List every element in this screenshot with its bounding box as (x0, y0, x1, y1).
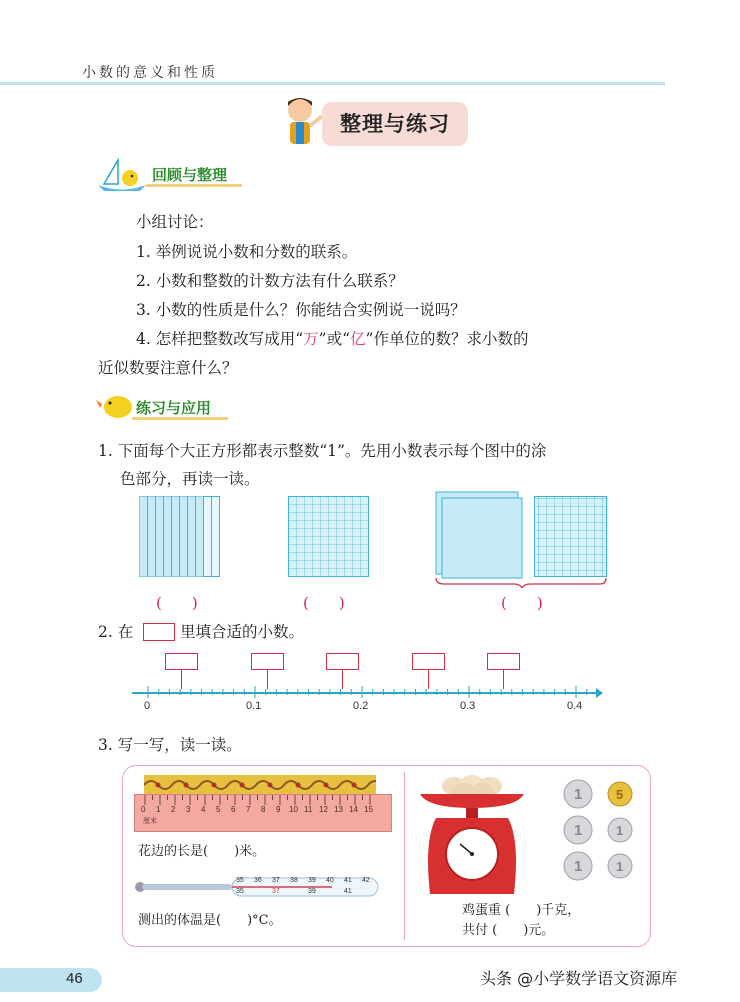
thermo-number: 40 (326, 877, 334, 884)
ruler-number: 14 (349, 805, 358, 814)
thermo-top-row (232, 877, 382, 886)
grid-square-figure (288, 496, 370, 578)
thermo-bottom-row (232, 888, 382, 897)
ruler-number: 11 (304, 805, 313, 814)
practice-underline (132, 417, 228, 420)
egg-weight-question: 鸡蛋重 ( )千克， (462, 903, 581, 918)
header-divider (0, 82, 665, 85)
ruler-number: 15 (364, 805, 373, 814)
coin-five-jiao: 5 (616, 787, 624, 802)
flower-length-question: 花边的长是( )米。 (138, 844, 266, 859)
watermark: 头条 @小学数学语文资源库 (480, 969, 678, 988)
numberline-answer-box[interactable] (326, 653, 359, 670)
thermo-number: 41 (344, 888, 352, 895)
review-section-label: 回顾与整理 (152, 166, 228, 184)
ruler-number: 13 (334, 805, 343, 814)
question-4-part-a: 4. 怎样把整数改写成用“ (136, 330, 304, 348)
full-and-grid-squares-figure (434, 490, 608, 588)
ruler-number-row (141, 805, 391, 815)
page-number-tab (0, 968, 102, 992)
numberline-answer-box[interactable] (165, 653, 198, 670)
ruler-number: 5 (216, 805, 221, 814)
numberline-answer-box[interactable] (251, 653, 284, 670)
answer-blank-1[interactable]: ( ) (156, 594, 198, 612)
chapter-title: 小数的意义和性质 (82, 65, 218, 81)
boy-character-icon (276, 94, 326, 150)
thermo-number: 39 (308, 888, 316, 895)
exercise-1-line2: 色部分，再读一读。 (120, 470, 260, 488)
question-1: 1. 举例说说小数和分数的联系。 (136, 243, 358, 261)
practice-section-label: 练习与应用 (136, 399, 212, 417)
coin-one-yuan: 1 (574, 822, 583, 839)
sailboat-chick-icon (96, 158, 148, 194)
coin-one-jiao: 1 (616, 823, 624, 838)
ruler-number: 3 (186, 805, 191, 814)
exercise-3-title: 3. 写一写，读一读。 (98, 736, 242, 754)
ruler-number: 9 (276, 805, 281, 814)
thermo-number: 35 (236, 877, 244, 884)
tick-label: 0 (144, 700, 151, 712)
tick-label: 0.3 (460, 700, 476, 712)
exercise-2-prefix: 2. 在 (98, 623, 134, 641)
ruler-number: 1 (156, 805, 161, 814)
ruler-number: 6 (231, 805, 236, 814)
thermo-number: 39 (308, 877, 316, 884)
thermo-number: 37 (272, 888, 280, 895)
sample-answer-box (143, 623, 175, 641)
temperature-question: 测出的体温是( )°C。 (138, 913, 282, 928)
numberline-answer-box[interactable] (487, 653, 520, 670)
coins-image (560, 778, 640, 886)
coin-one-yuan: 1 (574, 858, 583, 875)
ruler-number: 10 (289, 805, 298, 814)
answer-blank-2[interactable]: ( ) (303, 594, 345, 612)
payment-question: 共付 ( )元。 (462, 923, 555, 938)
tick-label: 0.4 (567, 700, 583, 712)
lace-border-image (144, 775, 376, 795)
question-4-part-b: ”或“ (318, 330, 351, 348)
question-2: 2. 小数和整数的计数方法有什么联系？ (136, 272, 404, 290)
thermo-number: 42 (362, 877, 370, 884)
ruler-number: 12 (319, 805, 328, 814)
question-3: 3. 小数的性质是什么？你能结合实例说一说吗？ (136, 301, 466, 319)
numberline-ticks (140, 686, 600, 700)
thermo-number: 37 (272, 877, 280, 884)
question-4-part-c: ”作单位的数？求小数的 (365, 330, 529, 348)
tick-label: 0.2 (353, 700, 369, 712)
ruler-number: 4 (201, 805, 206, 814)
chick-icon (96, 390, 136, 420)
ruler-number: 7 (246, 805, 251, 814)
thermo-number: 36 (254, 877, 262, 884)
thermo-number: 38 (290, 877, 298, 884)
ruler-number: 0 (141, 805, 146, 814)
review-underline (146, 184, 242, 187)
ruler-number: 2 (171, 805, 176, 814)
page-number: 46 (66, 970, 83, 987)
panel-divider (404, 772, 405, 940)
ruler-number: 8 (261, 805, 266, 814)
answer-blank-3[interactable]: ( ) (501, 594, 543, 612)
coin-one-jiao: 1 (616, 859, 624, 874)
thermo-number: 35 (236, 888, 244, 895)
page-title: 整理与练习 (322, 102, 468, 146)
scale-with-eggs-image (416, 770, 528, 900)
numberline-answer-box[interactable] (412, 653, 445, 670)
thermo-number: 41 (344, 877, 352, 884)
word-wan: 万 (303, 330, 319, 348)
question-4-continued: 近似数要注意什么？ (98, 359, 238, 377)
exercise-1-line1: 1. 下面每个大正方形都表示整数“1”。先用小数表示每个图中的涂 (98, 442, 547, 460)
question-4 (136, 325, 528, 354)
tick-label: 0.1 (246, 700, 262, 712)
discussion-intro: 小组讨论： (136, 213, 214, 231)
coin-one-yuan: 1 (574, 786, 583, 803)
ruler-unit: 厘米 (143, 817, 157, 825)
stripes-square-figure (139, 496, 221, 578)
exercise-2-suffix: 里填合适的小数。 (180, 623, 305, 641)
word-yi: 亿 (350, 330, 366, 348)
